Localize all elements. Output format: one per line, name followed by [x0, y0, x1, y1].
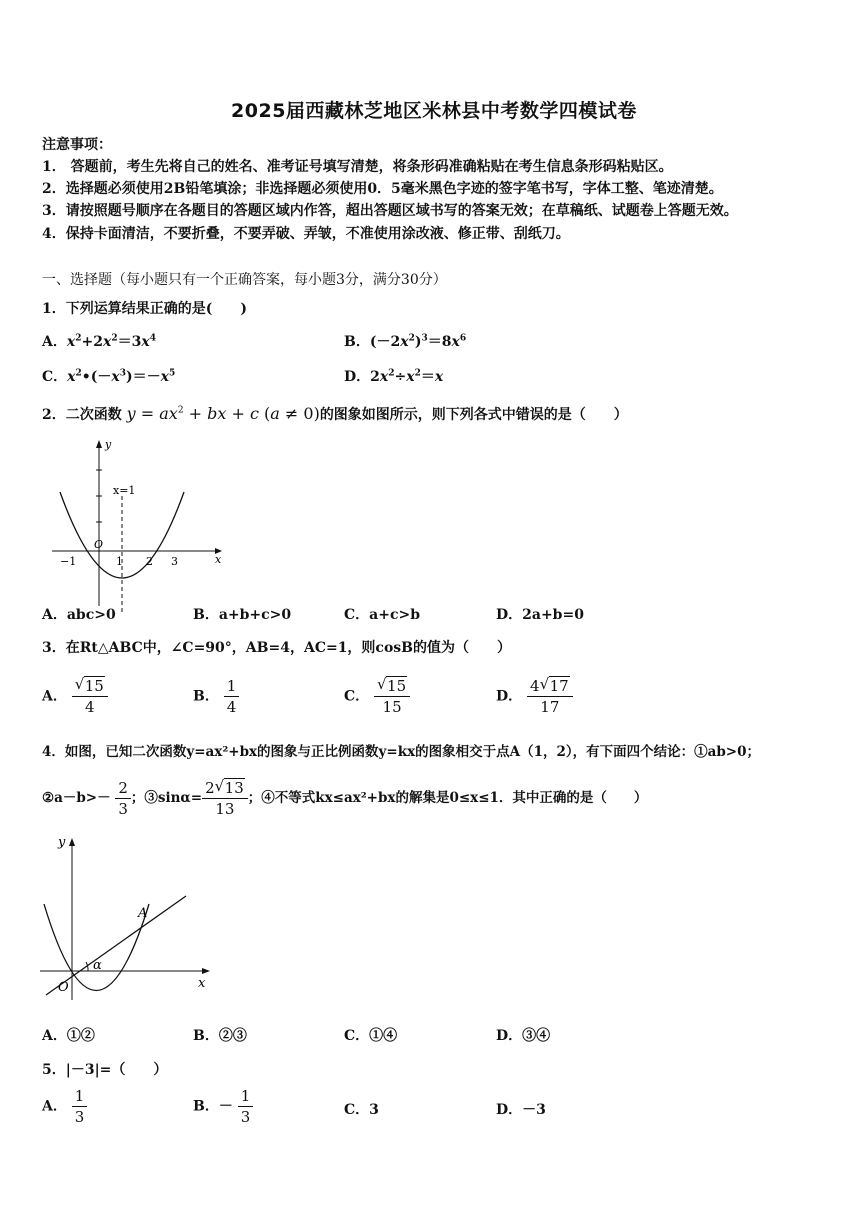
q4-stem-line1: 4．如图，已知二次函数y=ax²+bx的图象与正比例函数y=kx的图象相交于点A（1，2），有下面四个结论：①ab>0； — [42, 744, 761, 760]
q4-alpha-label: α — [93, 958, 102, 973]
q2-stem — [42, 404, 628, 424]
q1-option-b[interactable]: B．$(-2x^2)^3=8x^6$ — [344, 333, 467, 350]
q2-tick-3: 3 — [171, 555, 178, 568]
q2-tick-2: 2 — [146, 555, 153, 568]
section-heading: 一、选择题（每小题只有一个正确答案，每小题3分，满分30分） — [42, 272, 447, 288]
q2-option-d[interactable]: D．2a+b=0 — [496, 607, 584, 623]
q4-conclusion2: ②a－b>－ — [42, 790, 111, 806]
q3-a-fraction: √ 15 4 — [72, 676, 108, 717]
q5-option-a[interactable] — [42, 1086, 87, 1127]
q4-option-c[interactable]: C．①④ — [344, 1028, 398, 1044]
q3-option-a[interactable] — [42, 676, 108, 717]
q4-graph — [36, 832, 216, 1002]
q5-option-b[interactable] — [193, 1086, 253, 1127]
q1-a-label: A． — [42, 334, 67, 350]
q5-b-fraction: $\frac{1}{3}$ — [238, 1086, 254, 1127]
q5-stem: 5．|－3|=（ ） — [42, 1062, 168, 1078]
q3-option-b[interactable] — [193, 676, 239, 717]
page-title: 2025届西藏林芝地区米林县中考数学四模试卷 — [231, 100, 637, 122]
q4-fraction-2-3: $\frac{2}{3}$ — [115, 778, 131, 819]
q2-line-label: x=1 — [113, 484, 136, 497]
q4-point-a-label: A — [138, 906, 148, 921]
q3-stem: 3．在Rt△ABC中，∠C=90°，AB=4，AC=1，则cosB的值为（ ） — [42, 640, 512, 656]
notice-item-2: 2．选择题必须使用2B铅笔填涂；非选择题必须使用0．5毫米黑色字迹的签字笔书写，字体工整、笔迹清楚。 — [42, 181, 723, 197]
notice-item-4: 4．保持卡面清洁，不要折叠，不要弄破、弄皱，不准使用涂改液、修正带、刮纸刀。 — [42, 226, 570, 242]
q3-option-c[interactable] — [344, 676, 410, 717]
q4-y-arrow — [69, 838, 75, 846]
q2-x-label: x — [215, 553, 222, 566]
q4-option-d[interactable]: D．③④ — [496, 1028, 551, 1044]
q1-stem: 1．下列运算结果正确的是( ) — [42, 301, 247, 317]
q2-option-b[interactable]: B．a+b+c>0 — [193, 607, 292, 623]
q3-d-fraction: 4 √ 17 17 — [527, 676, 573, 717]
q2-y-label: y — [105, 438, 112, 451]
q2-tick-1: 1 — [116, 555, 123, 568]
q5-option-d[interactable]: D．－3 — [496, 1102, 546, 1118]
q5-a-fraction: $\frac{1}{3}$ — [72, 1086, 88, 1127]
q1-d-label: D． — [344, 369, 371, 385]
q1-b-label: B． — [344, 334, 370, 350]
q4-conclusion3: ；③sinα= — [130, 790, 203, 806]
q2-option-c[interactable]: C．a+c>b — [344, 607, 420, 623]
q4-fraction-sin: 2 √ 13 13 — [202, 778, 248, 819]
q4-x-arrow — [202, 968, 210, 974]
q3-c-label: C． — [344, 688, 370, 705]
q2-tick-neg1: −1 — [60, 555, 77, 568]
notice-item-1: 1． 答题前，考生先将自己的姓名、准考证号填写清楚，将条形码准确粘贴在考生信息条形码粘贴区。 — [42, 159, 673, 175]
q4-option-b[interactable]: B．②③ — [193, 1028, 247, 1044]
q1-option-c[interactable]: C．$x^2•(-x^3)=-x^5$ — [42, 368, 176, 385]
q1-option-d[interactable]: D．$2x^2\div x^2=x$ — [344, 368, 444, 385]
q3-b-fraction: $\frac{1}{4}$ — [224, 676, 240, 717]
q2-y-arrow — [96, 440, 102, 448]
q4-stem-line2 — [42, 778, 647, 819]
notice-heading: 注意事项： — [42, 137, 112, 153]
q4-option-a[interactable]: A．①② — [42, 1028, 95, 1044]
q3-a-label: A． — [42, 688, 67, 705]
q2-formula: $y = ax^2$ + bx + c (a ≠ 0) — [126, 404, 320, 423]
q4-conclusion4: ；④不等式kx≤ax²+bx的解集是0≤x≤1．其中正确的是（ ） — [247, 790, 648, 806]
q3-d-label: D． — [496, 688, 523, 705]
q3-option-d[interactable] — [496, 676, 573, 717]
q1-c-label: C． — [42, 369, 68, 385]
notice-item-3: 3．请按照题号顺序在各题目的答题区域内作答，超出答题区域书写的答案无效；在草稿纸、试题卷上答题无效。 — [42, 203, 738, 219]
q4-parabola — [44, 904, 149, 991]
q3-b-label: B． — [193, 688, 219, 705]
q4-x-label: x — [198, 976, 206, 991]
q5-a-label: A． — [42, 1098, 67, 1115]
q2-stem-suffix: 的图象如图所示，则下列各式中错误的是（ ） — [319, 407, 628, 423]
q4-origin-label: O — [58, 980, 69, 995]
q2-option-a[interactable]: A．abc>0 — [42, 607, 116, 623]
q2-stem-prefix: 2．二次函数 — [42, 407, 122, 423]
q5-b-label: B．－ — [193, 1098, 233, 1115]
q4-y-label: y — [58, 835, 66, 850]
q3-c-fraction: √ 15 15 — [374, 676, 410, 717]
q1-option-a[interactable]: A．$x^2+2x^2=3x^4$ — [42, 333, 156, 350]
q2-origin-label: O — [94, 538, 104, 551]
q5-option-c[interactable]: C．3 — [344, 1102, 379, 1118]
q2-parabola-graph — [52, 434, 232, 614]
